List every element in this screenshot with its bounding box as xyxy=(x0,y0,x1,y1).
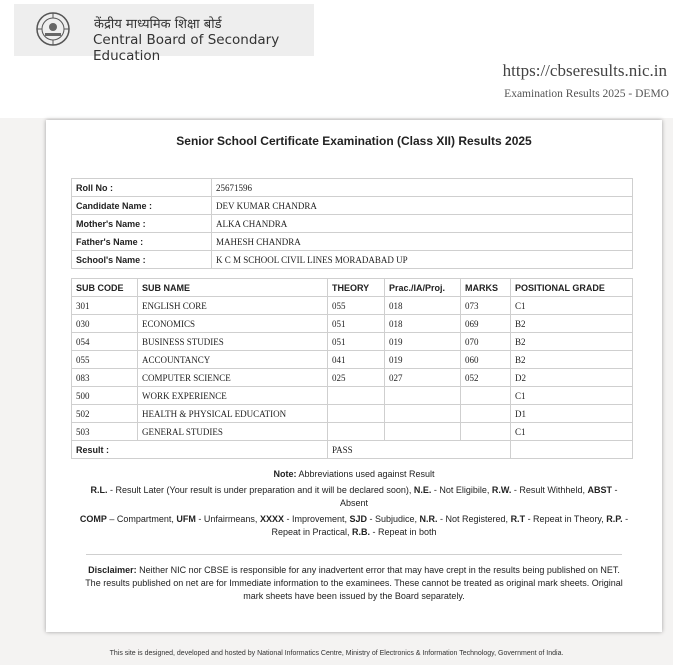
table-row xyxy=(72,315,633,333)
abbr-ufm: UFM xyxy=(176,514,196,524)
theory-cell xyxy=(328,387,385,405)
practical-cell: 027 xyxy=(385,369,461,387)
grade-cell: C1 xyxy=(511,297,633,315)
candidate-name-label: Candidate Name : xyxy=(72,197,212,215)
result-value: PASS xyxy=(328,441,511,459)
sub-name-cell: BUSINESS STUDIES xyxy=(138,333,328,351)
roll-no-label: Roll No : xyxy=(72,179,212,197)
practical-cell xyxy=(385,405,461,423)
sub-name-cell: GENERAL STUDIES xyxy=(138,423,328,441)
table-row xyxy=(72,369,633,387)
abbr-ufm-text: - Unfairmeans, xyxy=(195,514,260,524)
marks-cell xyxy=(461,387,511,405)
abbr-rw: R.W. xyxy=(491,485,512,495)
result-label: Result : xyxy=(72,441,328,459)
sub-code-cell: 500 xyxy=(72,387,138,405)
table-row xyxy=(72,423,633,441)
grade-cell: B2 xyxy=(511,351,633,369)
site-subtitle: Examination Results 2025 - DEMO xyxy=(504,88,669,100)
disclaimer-text: Neither NIC nor CBSE is responsible for any inadvertent error that may have crept in the results being published on NET. The results published on net are for Immediate information to the examinees. These cannot be treated as original mark sheets. Original mark sheets have been issued by the Board separately. xyxy=(85,565,623,601)
sub-code-cell: 083 xyxy=(72,369,138,387)
grade-cell: B2 xyxy=(511,315,633,333)
candidate-row xyxy=(72,179,633,197)
theory-cell: 041 xyxy=(328,351,385,369)
abbr-comp-text: – Compartment, xyxy=(106,514,177,524)
note-line-1 xyxy=(76,484,632,510)
site-url[interactable]: https://cbseresults.nic.in xyxy=(502,61,667,80)
theory-cell xyxy=(328,423,385,441)
exam-title: Senior School Certificate Examination (Class XII) Results 2025 xyxy=(176,134,532,148)
note-heading xyxy=(76,468,632,481)
sub-code-cell: 054 xyxy=(72,333,138,351)
abbreviation-notes xyxy=(76,468,632,542)
theory-cell: 055 xyxy=(328,297,385,315)
table-row xyxy=(72,387,633,405)
practical-cell xyxy=(385,423,461,441)
abbr-nr: N.R. xyxy=(419,514,438,524)
abbr-rl-text: - Result Later (Your result is under preparation and it will be declared soon), xyxy=(107,485,414,495)
marks-cell: 052 xyxy=(461,369,511,387)
note-line-2 xyxy=(76,513,632,539)
practical-cell: 019 xyxy=(385,333,461,351)
abbr-xxxx-text: - Improvement, xyxy=(283,514,350,524)
cbse-emblem-icon xyxy=(36,12,70,46)
table-row xyxy=(72,297,633,315)
practical-cell: 018 xyxy=(385,315,461,333)
col-header-theory: THEORY xyxy=(328,279,385,297)
result-empty-cell xyxy=(511,441,633,459)
theory-cell: 025 xyxy=(328,369,385,387)
marks-table xyxy=(71,278,633,459)
grade-cell: C1 xyxy=(511,423,633,441)
sub-name-cell: WORK EXPERIENCE xyxy=(138,387,328,405)
abbr-sjd: SJD xyxy=(349,514,367,524)
disclaimer-label: Disclaimer: xyxy=(88,565,137,575)
candidate-name-value: DEV KUMAR CHANDRA xyxy=(212,197,633,215)
abbr-sjd-text: - Subjudice, xyxy=(367,514,420,524)
result-row xyxy=(72,441,633,459)
marks-cell: 060 xyxy=(461,351,511,369)
abbr-ne: N.E. xyxy=(413,485,432,495)
abbr-rp: R.P. xyxy=(606,514,623,524)
result-card xyxy=(46,120,662,632)
school-name-label: School's Name : xyxy=(72,251,212,269)
practical-cell xyxy=(385,387,461,405)
candidate-row xyxy=(72,233,633,251)
col-header-marks: MARKS xyxy=(461,279,511,297)
abbr-rw-text: - Result Withheld, xyxy=(511,485,588,495)
theory-cell: 051 xyxy=(328,333,385,351)
abbr-rb-text: - Repeat in both xyxy=(370,527,437,537)
candidate-row xyxy=(72,197,633,215)
col-header-sub-name: SUB NAME xyxy=(138,279,328,297)
abbr-xxxx: XXXX xyxy=(259,514,284,524)
site-footer: This site is designed, developed and hosted by National Informatics Centre, Ministry of Electronics & Information Technology, Government of India. xyxy=(109,650,564,657)
table-row xyxy=(72,351,633,369)
theory-cell xyxy=(328,405,385,423)
school-name-value: K C M SCHOOL CIVIL LINES MORADABAD UP xyxy=(212,251,633,269)
candidate-row xyxy=(72,251,633,269)
practical-cell: 018 xyxy=(385,297,461,315)
sub-code-cell: 502 xyxy=(72,405,138,423)
marks-cell: 073 xyxy=(461,297,511,315)
candidate-info-table xyxy=(71,178,633,269)
sub-name-cell: ACCOUNTANCY xyxy=(138,351,328,369)
divider xyxy=(86,554,622,555)
grade-cell: D2 xyxy=(511,369,633,387)
cbse-logo-banner xyxy=(14,4,314,64)
abbr-rt-text: - Repeat in Theory, xyxy=(525,514,607,524)
father-name-value: MAHESH CHANDRA xyxy=(212,233,633,251)
abbr-abst: ABST xyxy=(587,485,612,495)
abbr-rt: R.T xyxy=(510,514,526,524)
candidate-row xyxy=(72,215,633,233)
sub-name-cell: ENGLISH CORE xyxy=(138,297,328,315)
sub-code-cell: 055 xyxy=(72,351,138,369)
marks-cell xyxy=(461,405,511,423)
org-name-english: Central Board of Secondary Education xyxy=(93,32,280,64)
abbr-abst-text: - Absent xyxy=(339,485,618,508)
practical-cell: 019 xyxy=(385,351,461,369)
grade-cell: C1 xyxy=(511,387,633,405)
grade-cell: B2 xyxy=(511,333,633,351)
abbr-rl: R.L. xyxy=(90,485,108,495)
org-name-hindi: केंद्रीय माध्यमिक शिक्षा बोर्ड xyxy=(94,17,222,32)
sub-code-cell: 030 xyxy=(72,315,138,333)
abbr-comp: COMP xyxy=(79,514,107,524)
abbr-ne-text: - Not Eligibile, xyxy=(431,485,492,495)
disclaimer xyxy=(80,564,628,603)
abbr-nr-text: - Not Registered, xyxy=(437,514,511,524)
note-text: Abbreviations used against Result xyxy=(296,469,435,479)
marks-cell: 069 xyxy=(461,315,511,333)
mother-name-label: Mother's Name : xyxy=(72,215,212,233)
sub-name-cell: ECONOMICS xyxy=(138,315,328,333)
table-row xyxy=(72,333,633,351)
abbr-rp-text: - Repeat in Practical, xyxy=(271,514,629,537)
sub-name-cell: HEALTH & PHYSICAL EDUCATION xyxy=(138,405,328,423)
grade-cell: D1 xyxy=(511,405,633,423)
marks-header-row xyxy=(72,279,633,297)
father-name-label: Father's Name : xyxy=(72,233,212,251)
table-row xyxy=(72,405,633,423)
marks-cell: 070 xyxy=(461,333,511,351)
note-label: Note: xyxy=(273,469,297,479)
theory-cell: 051 xyxy=(328,315,385,333)
sub-code-cell: 503 xyxy=(72,423,138,441)
col-header-grade: POSITIONAL GRADE xyxy=(511,279,633,297)
marks-cell xyxy=(461,423,511,441)
sub-name-cell: COMPUTER SCIENCE xyxy=(138,369,328,387)
abbr-rb: R.B. xyxy=(352,527,370,537)
roll-no-value: 25671596 xyxy=(212,179,633,197)
col-header-sub-code: SUB CODE xyxy=(72,279,138,297)
col-header-practical: Prac./IA/Proj. xyxy=(385,279,461,297)
mother-name-value: ALKA CHANDRA xyxy=(212,215,633,233)
sub-code-cell: 301 xyxy=(72,297,138,315)
